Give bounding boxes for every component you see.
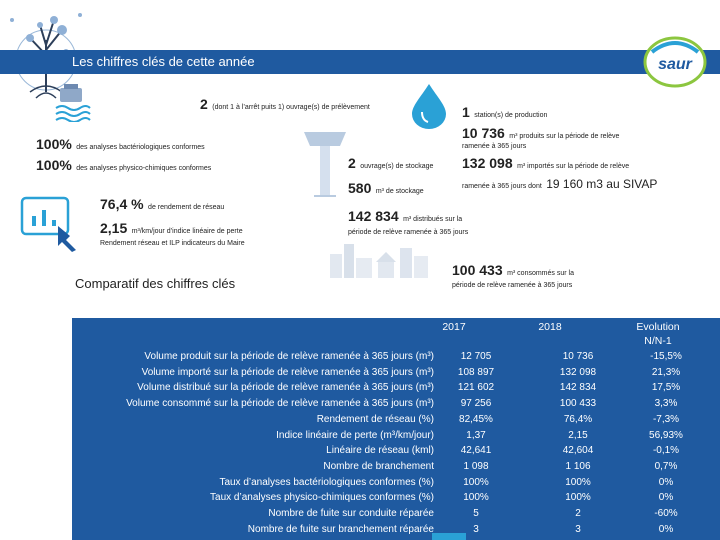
cell-y2018: 100 433	[559, 398, 597, 410]
cell-y2018: 132 098	[559, 366, 597, 378]
ilp-value: 2,15	[100, 220, 128, 236]
importe-line2	[462, 175, 657, 193]
cell-y2017: 108 897	[457, 366, 495, 378]
stockage-volume-text: m³ de stockage	[375, 188, 424, 195]
saur-logo-icon	[640, 32, 710, 92]
importe-text1: m³ importés sur la période de relève	[517, 163, 630, 170]
row-label: Indice linéaire de perte (m³/km/jour)	[276, 429, 434, 441]
town-icon	[326, 238, 436, 278]
cell-y2017: 12 705	[460, 351, 492, 362]
row-label: Rendement de réseau (%)	[316, 413, 434, 425]
prelevement-text: (dont 1 à l’arrêt puits 1) ouvrage(s) de prélèvement	[212, 104, 370, 111]
row-label: Volume distribué sur la période de relève ramenée à 365 jours (m³)	[137, 382, 434, 394]
physico-value: 100%	[36, 157, 72, 173]
stat-importe	[462, 155, 629, 173]
cell-evo: 0%	[658, 476, 674, 488]
stat-prelevement	[200, 96, 370, 114]
produit-text1: m³ produits sur la période de relève	[509, 133, 620, 140]
header-2017: 2017	[442, 321, 466, 333]
distribue-text2: période de relève ramenée à 365 jours	[348, 229, 469, 236]
cell-evo: -0,1%	[652, 445, 680, 457]
stat-bacterio	[36, 136, 205, 154]
stat-stockage-volume	[348, 180, 424, 198]
stat-rendement	[100, 196, 224, 214]
saur-logo	[640, 32, 710, 92]
cell-evo: 0%	[658, 492, 674, 504]
cell-evo: 0%	[658, 523, 674, 535]
cell-y2018: 42,604	[562, 445, 594, 457]
water-tower-icon	[300, 128, 350, 198]
stat-stockage	[348, 155, 433, 173]
cell-y2018: 2	[575, 508, 581, 519]
row-label: Volume produit sur la période de relève ramenée à 365 jours (m³)	[144, 351, 434, 362]
bacterio-value: 100%	[36, 136, 72, 152]
rendement-text: de rendement de réseau	[148, 204, 225, 211]
rendement-value: 76,4 %	[100, 196, 144, 212]
cell-y2017: 100%	[463, 476, 489, 488]
stat-distribue	[348, 208, 462, 226]
well-icon	[52, 82, 92, 122]
bacterio-text: des analyses bactériologiques conformes	[76, 144, 205, 151]
cell-y2018: 1 106	[565, 460, 591, 472]
cell-evo: -15,5%	[650, 351, 682, 362]
stat-physico	[36, 157, 211, 175]
cell-evo: -60%	[654, 508, 678, 519]
consomme-text1: m³ consommés sur la	[507, 270, 574, 277]
row-label: Taux d’analyses bactériologiques conformes (%)	[219, 476, 434, 488]
distribue-text1: m³ distribués sur la	[403, 216, 463, 223]
cell-y2017: 82,45%	[459, 413, 493, 425]
dashboard-icon	[20, 196, 82, 254]
produit-value: 10 736	[462, 125, 505, 141]
saur-logo-text: saur	[658, 56, 692, 73]
cell-y2018: 2,15	[568, 429, 588, 441]
cell-y2017: 1,37	[466, 429, 486, 441]
prelevement-value: 2	[200, 96, 208, 112]
stockage-volume-value: 580	[348, 180, 372, 196]
cell-y2017: 1 098	[463, 460, 489, 472]
cell-y2017: 121 602	[457, 382, 495, 394]
cell-y2018: 100%	[565, 476, 591, 488]
comparatif-title: Comparatif des chiffres clés	[75, 276, 236, 291]
production-value: 1	[462, 104, 470, 120]
cell-evo: 21,3%	[651, 366, 681, 378]
cell-y2018: 142 834	[559, 382, 597, 394]
row-label: Nombre de fuite sur conduite réparée	[268, 508, 434, 519]
stockage-value: 2	[348, 155, 356, 171]
header-evolution: Evolution	[636, 321, 680, 333]
row-label: Nombre de fuite sur branchement réparée	[247, 523, 434, 535]
row-label: Linéaire de réseau (kml)	[326, 445, 434, 457]
cell-evo: 0,7%	[654, 460, 678, 472]
cell-y2017: 97 256	[460, 398, 492, 410]
cell-y2017: 3	[473, 523, 479, 535]
production-text: station(s) de production	[474, 112, 548, 119]
cell-y2017: 100%	[463, 492, 489, 504]
header-2018: 2018	[538, 321, 562, 333]
cell-y2018: 76,4%	[563, 413, 593, 425]
page-title: Les chiffres clés de cette année	[72, 54, 255, 69]
importe-sivap: 19 160 m3 au SIVAP	[546, 177, 658, 191]
physico-text: des analyses physico-chimiques conformes	[76, 165, 212, 172]
stat-production	[462, 104, 547, 122]
cell-evo: 3,3%	[654, 398, 678, 410]
cell-evo: -7,3%	[652, 413, 680, 425]
consomme-value: 100 433	[452, 262, 503, 278]
row-label: Volume consommé sur la période de relève ramenée à 365 jours (m³)	[126, 398, 434, 410]
cell-evo: 56,93%	[649, 429, 683, 441]
stat-consomme	[452, 262, 574, 280]
stat-produit	[462, 125, 619, 143]
produit-text2: ramenée à 365 jours	[462, 143, 527, 150]
reseau-note: Rendement réseau et ILP indicateurs du Maire	[100, 240, 245, 247]
stat-ilp	[100, 220, 243, 238]
consomme-text2: période de relève ramenée à 365 jours	[452, 282, 573, 289]
stockage-text: ouvrage(s) de stockage	[360, 163, 434, 170]
cell-y2018: 100%	[565, 492, 591, 504]
row-label: Taux d’analyses physico-chimiques conformes (%)	[210, 492, 434, 504]
row-label: Nombre de branchement	[323, 460, 434, 472]
cell-y2018: 10 736	[562, 351, 594, 362]
row-label: Volume importé sur la période de relève ramenée à 365 jours (m³)	[141, 366, 434, 378]
cell-evo: 17,5%	[651, 382, 681, 394]
cell-y2017: 5	[473, 508, 479, 519]
cell-y2017: 42,641	[460, 445, 492, 457]
ilp-text: m³/km/jour d’indice linéaire de perte	[131, 228, 243, 235]
water-drop-icon	[408, 82, 450, 130]
importe-value: 132 098	[462, 155, 513, 171]
cell-y2018: 3	[575, 523, 581, 535]
importe-text2: ramenée à 365 jours dont	[462, 183, 542, 190]
header-evolution-sub: N/N-1	[644, 335, 672, 347]
distribue-value: 142 834	[348, 208, 399, 224]
